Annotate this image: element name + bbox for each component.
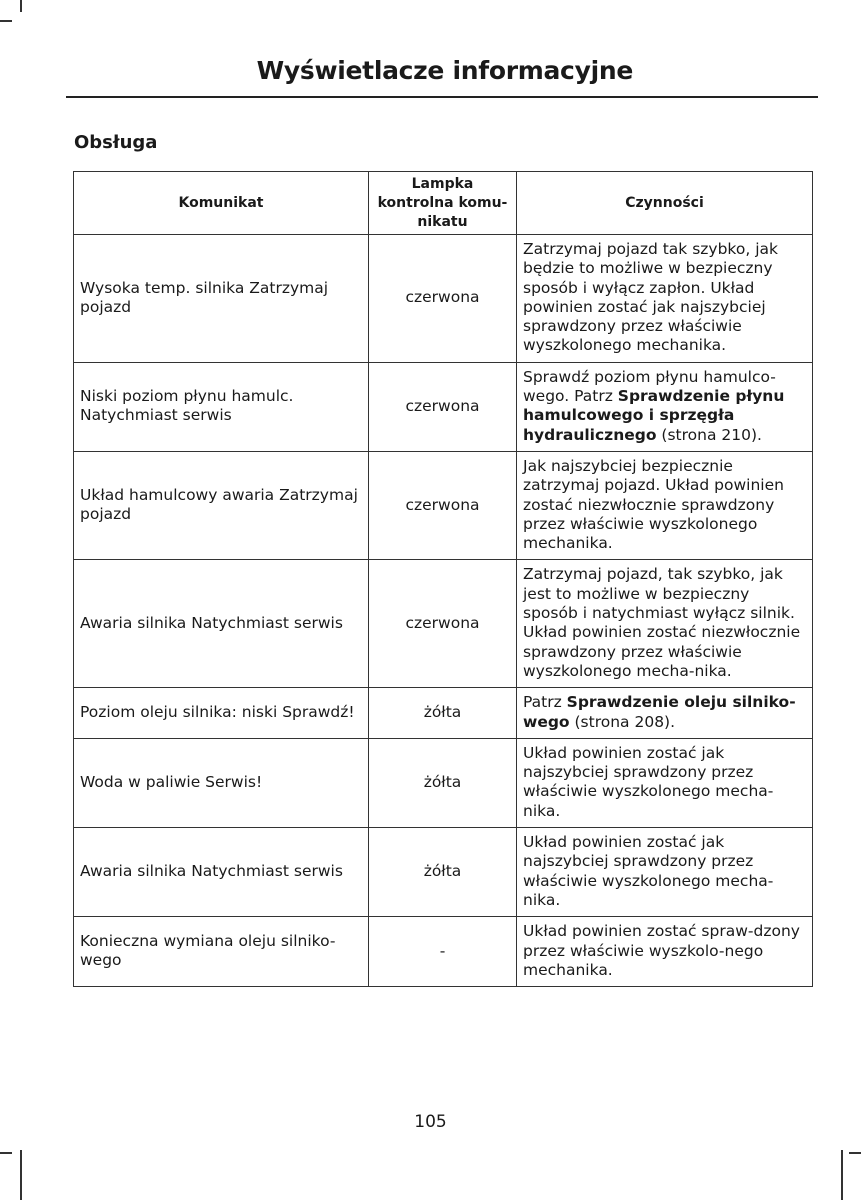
- header-lamp-line3: nikatu: [417, 213, 468, 230]
- page-reference: (strona 208).: [569, 712, 676, 731]
- cross-reference-link[interactable]: Sprawdzenie płynu hamulcowego i sprzęgła hydraulicznego: [523, 387, 785, 444]
- lamp-cell: czerwona: [369, 560, 517, 688]
- table-row: [74, 828, 813, 917]
- crop-mark-bottom-left-h: [0, 1152, 12, 1154]
- message-cell: Awaria silnika Natychmiast serwis: [74, 560, 369, 688]
- action-cell: Zatrzymaj pojazd, tak szybko, jak jest to możliwe w bezpieczny sposób i natychmiast wyłącz silnik. Układ powinien zostać niezwłocznie sprawdzony przez właściwie wyszkolonego mecha-nika.: [517, 560, 813, 688]
- page-reference: (strona 210).: [656, 425, 762, 444]
- message-cell: Układ hamulcowy awaria Zatrzymaj pojazd: [74, 451, 369, 559]
- messages-table: [73, 171, 813, 987]
- table-row: [74, 738, 813, 827]
- table-row: [74, 362, 813, 451]
- action-cell: [517, 688, 813, 739]
- action-cell: Zatrzymaj pojazd tak szybko, jak będzie to możliwe w bezpieczny sposób i wyłącz zapłon. Układ powinien zostać jak najszybciej sprawdzony przez właściwie wyszkolonego mechanika.: [517, 235, 813, 363]
- lamp-cell: żółta: [369, 738, 517, 827]
- table-row: [74, 688, 813, 739]
- table-header-row: [74, 172, 813, 235]
- action-cell: [517, 362, 813, 451]
- action-text: Sprawdź poziom płynu hamulco-wego. Patrz: [523, 367, 776, 406]
- action-cell: Układ powinien zostać jak najszybciej sprawdzony przez właściwie wyszkolonego mecha-nika.: [517, 738, 813, 827]
- message-cell: Woda w paliwie Serwis!: [74, 738, 369, 827]
- table-row: [74, 451, 813, 559]
- page-number: 105: [414, 1112, 447, 1132]
- table-row: [74, 235, 813, 363]
- lamp-cell: czerwona: [369, 235, 517, 363]
- crop-mark-bottom-right-h: [849, 1152, 861, 1154]
- header-message: Komunikat: [74, 172, 369, 235]
- table-row: [74, 917, 813, 987]
- header-action: Czynności: [517, 172, 813, 235]
- cross-reference-link[interactable]: Sprawdzenie oleju silniko-wego: [523, 693, 796, 731]
- header-lamp-line2: kontrolna komu-: [377, 194, 508, 211]
- lamp-cell: czerwona: [369, 362, 517, 451]
- lamp-cell: żółta: [369, 828, 517, 917]
- action-cell: Układ powinien zostać jak najszybciej sprawdzony przez właściwie wyszkolonego mecha-nika.: [517, 828, 813, 917]
- crop-mark-bottom-left: [20, 1150, 22, 1200]
- action-cell: Układ powinien zostać spraw-dzony przez właściwie wyszkolo-nego mechanika.: [517, 917, 813, 987]
- message-cell: Konieczna wymiana oleju silniko-wego: [74, 917, 369, 987]
- action-text: Patrz: [523, 693, 567, 712]
- crop-mark-bottom-right: [841, 1150, 843, 1200]
- message-cell: Poziom oleju silnika: niski Sprawdź!: [74, 688, 369, 739]
- message-cell: Awaria silnika Natychmiast serwis: [74, 828, 369, 917]
- page-title: Wyświetlacze informacyjne: [256, 56, 633, 85]
- crop-mark-top-left: [20, 0, 22, 12]
- crop-mark-top-left-h: [0, 20, 12, 22]
- lamp-cell: -: [369, 917, 517, 987]
- table-row: [74, 560, 813, 688]
- header-divider: [66, 96, 818, 98]
- message-cell: Wysoka temp. silnika Zatrzymaj pojazd: [74, 235, 369, 363]
- lamp-cell: czerwona: [369, 451, 517, 559]
- header-lamp: [369, 172, 517, 235]
- lamp-cell: żółta: [369, 688, 517, 739]
- section-title: Obsługa: [74, 132, 158, 153]
- header-lamp-line1: Lampka: [411, 175, 474, 192]
- message-cell: Niski poziom płynu hamulc. Natychmiast serwis: [74, 362, 369, 451]
- action-cell: Jak najszybciej bezpiecznie zatrzymaj pojazd. Układ powinien zostać niezwłocznie sprawdzony przez właściwie wyszkolonego mechanika.: [517, 451, 813, 559]
